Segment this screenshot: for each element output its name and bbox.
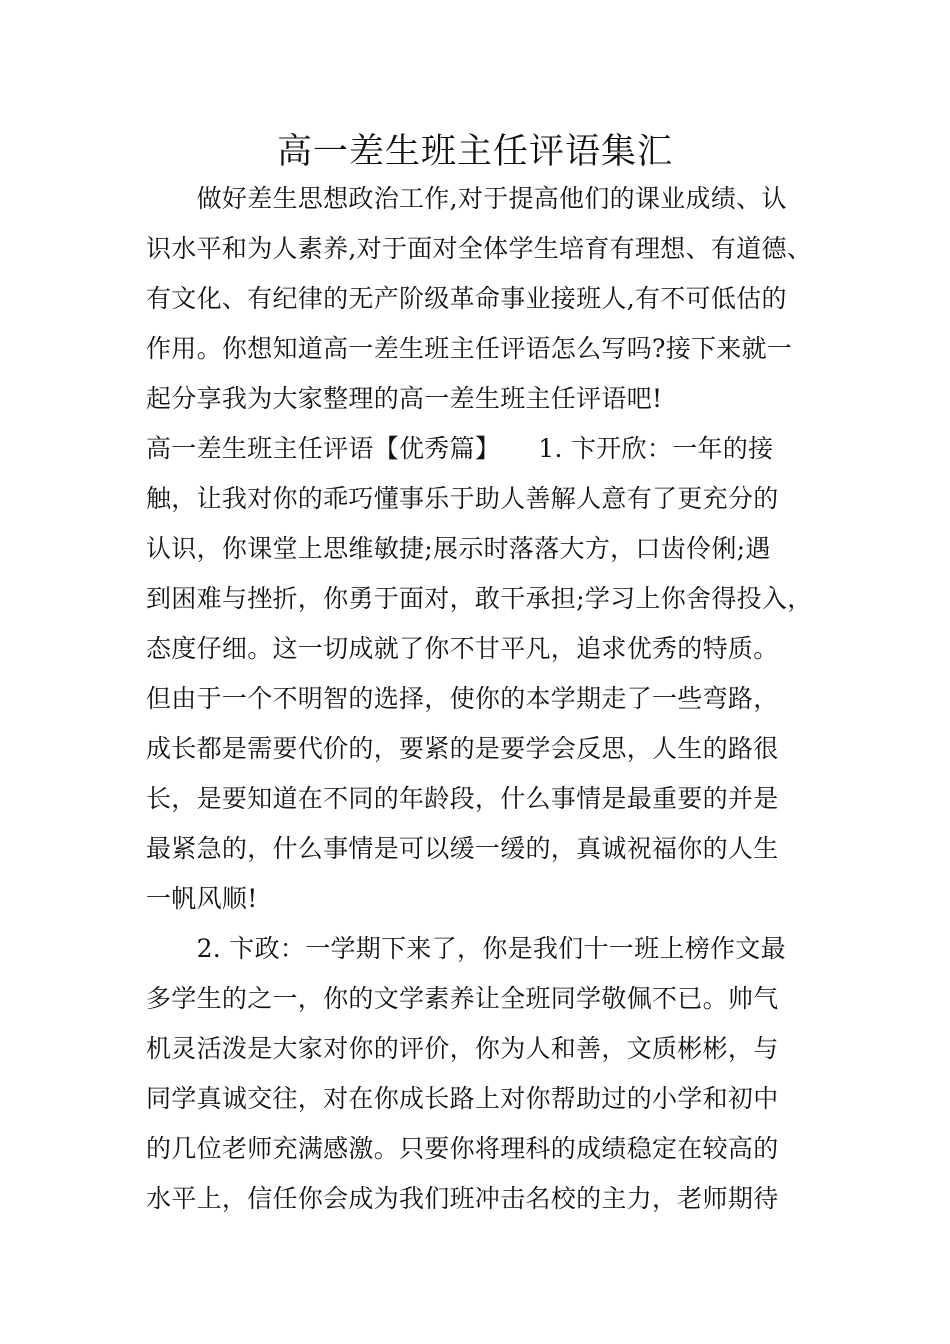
text-line: 同学真诚交往，对在你成长路上对你帮助过的小学和初中 — [146, 1084, 779, 1113]
text-line: 成长都是需要代价的，要紧的是要学会反思，人生的路很 — [146, 734, 779, 763]
text-line: 做好差生思想政治工作,对于提高他们的课业成绩、认 — [146, 184, 787, 213]
text-line: 作用。你想知道高一差生班主任评语怎么写吗?接下来就一 — [146, 334, 793, 363]
text-line: 态度仔细。这一切成就了你不甘平凡，追求优秀的特质。 — [146, 634, 779, 663]
text-line: 起分享我为大家整理的高一差生班主任评语吧! — [146, 384, 663, 413]
text-line: 的几位老师充满感激。只要你将理科的成绩稳定在较高的 — [146, 1134, 779, 1163]
text-line: 认识，你课堂上思维敏捷;展示时落落大方，口齿伶俐;遇 — [146, 534, 771, 563]
text-line: 识水平和为人素养,对于面对全体学生培育有理想、有道德、 — [146, 234, 813, 263]
text-line: 水平上，信任你会成为我们班冲击名校的主力，老师期待 — [146, 1184, 779, 1213]
document-title: 高一差生班主任评语集汇 — [276, 132, 673, 172]
text-line: 机灵活泼是大家对你的评价，你为人和善，文质彬彬，与 — [146, 1034, 779, 1063]
text-line: 最紧急的，什么事情是可以缓一缓的，真诚祝福你的人生 — [146, 834, 779, 863]
text-line: 高一差生班主任评语【优秀篇】 1. 卞开欣：一年的接 — [146, 434, 774, 463]
text-line: 到困难与挫折，你勇于面对，敢干承担;学习上你舍得投入， — [146, 584, 813, 613]
text-line: 长，是要知道在不同的年龄段，什么事情是最重要的并是 — [146, 784, 779, 813]
text-line: 多学生的之一，你的文学素养让全班同学敬佩不已。帅气 — [146, 984, 779, 1013]
text-line: 一帆风顺! — [146, 884, 258, 913]
text-line: 但由于一个不明智的选择，使你的本学期走了一些弯路， — [146, 684, 779, 713]
text-line: 触，让我对你的乖巧懂事乐于助人善解人意有了更充分的 — [146, 484, 779, 513]
text-line: 2. 卞政：一学期下来了，你是我们十一班上榜作文最 — [146, 934, 786, 963]
text-line: 有文化、有纪律的无产阶级革命事业接班人,有不可低估的 — [146, 284, 787, 313]
